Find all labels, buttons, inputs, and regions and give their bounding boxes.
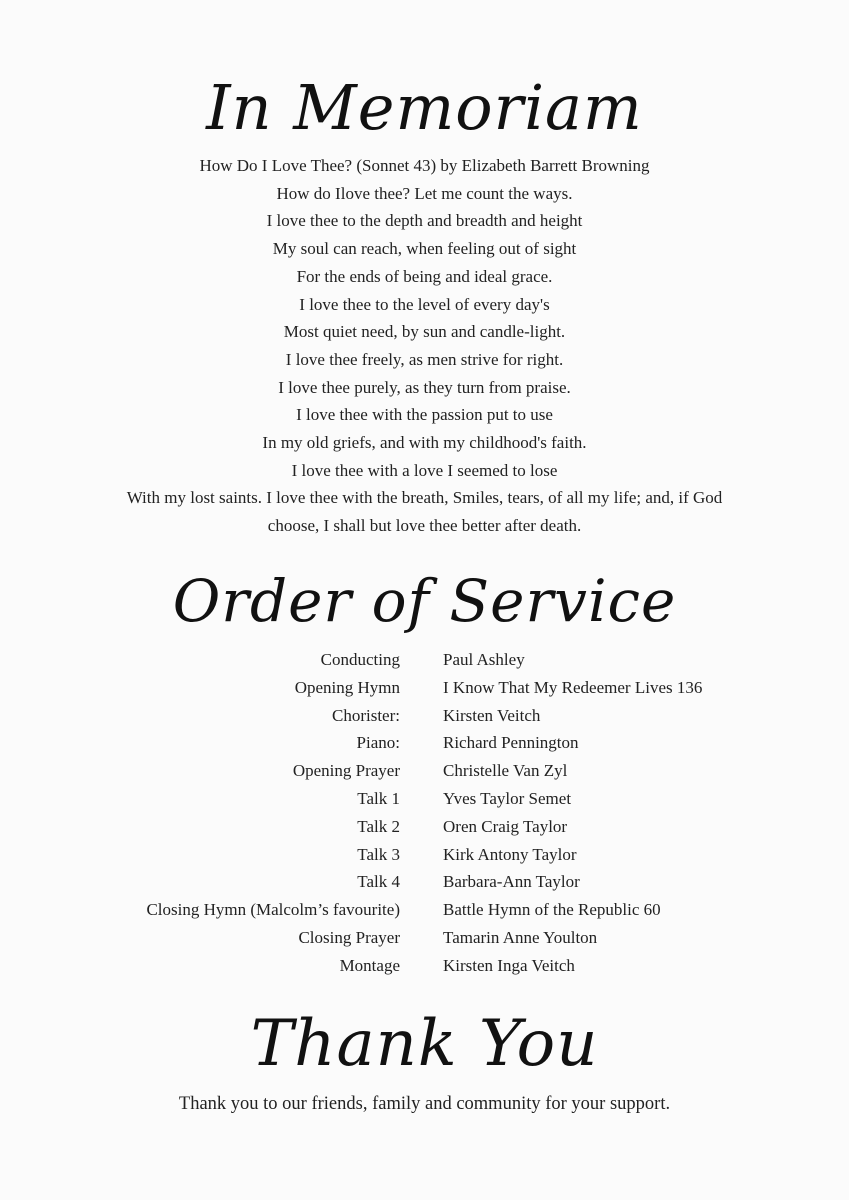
- service-person: Tamarin Anne Youlton: [443, 927, 598, 947]
- order-of-service-list: [0, 646, 849, 980]
- thank-you-heading: Thank You: [250, 1007, 599, 1081]
- service-person: Kirk Antony Taylor: [443, 844, 577, 864]
- service-person: Kirsten Inga Veitch: [443, 955, 575, 975]
- service-person: Christelle Van Zyl: [443, 761, 568, 781]
- service-role: Talk 2: [357, 816, 400, 836]
- service-role: Opening Prayer: [292, 761, 400, 781]
- poem-title-line: How Do I Love Thee? (Sonnet 43) by Elizabeth Barrett Browning: [199, 156, 650, 175]
- poem-line: I love thee to the level of every day's: [299, 294, 550, 314]
- service-row: [0, 924, 849, 952]
- service-role: Montage: [339, 955, 400, 975]
- service-role: Talk 1: [357, 788, 400, 808]
- service-row: [0, 646, 849, 674]
- service-row: [0, 868, 849, 896]
- poem-line: With my lost saints. I love thee with the breath, Smiles, tears, of all my life; and, if God: [126, 488, 723, 508]
- service-person: Yves Taylor Semet: [443, 788, 572, 808]
- service-row: [0, 757, 849, 785]
- service-role: Talk 4: [357, 872, 400, 892]
- service-person: Paul Ashley: [443, 650, 525, 669]
- poem-line: I love thee with the passion put to use: [296, 405, 553, 425]
- poem-line: Most quiet need, by sun and candle-light.: [283, 322, 566, 342]
- poem-line: For the ends of being and ideal grace.: [296, 266, 553, 286]
- service-role: Closing Prayer: [298, 927, 400, 947]
- in-memoriam-heading: In Memoriam: [206, 71, 643, 144]
- poem-line: My soul can reach, when feeling out of sight: [272, 239, 577, 259]
- service-row: [0, 674, 849, 702]
- service-role: Piano:: [356, 733, 400, 753]
- poem-line: In my old griefs, and with my childhood's faith.: [262, 433, 587, 453]
- poem-block: [70, 152, 779, 540]
- poem-line: I love thee purely, as they turn from praise.: [278, 377, 571, 397]
- service-row: [0, 785, 849, 813]
- service-role: Opening Hymn: [294, 677, 400, 697]
- service-role: Conducting: [320, 650, 400, 669]
- poem-line: I love thee with a love I seemed to lose: [291, 460, 558, 480]
- poem-line: choose, I shall but love thee better after death.: [267, 516, 582, 536]
- service-person: Barbara-Ann Taylor: [443, 872, 580, 892]
- service-role: Closing Hymn (Malcolm’s favourite): [146, 900, 400, 920]
- service-person: Oren Craig Taylor: [443, 816, 568, 836]
- service-row: [0, 841, 849, 869]
- service-person: I Know That My Redeemer Lives 136: [443, 677, 703, 697]
- poem-line: How do Ilove thee? Let me count the ways.: [276, 183, 573, 203]
- order-of-service-heading: Order of Service: [172, 567, 677, 635]
- service-person: Battle Hymn of the Republic 60: [443, 900, 661, 920]
- service-row: [0, 896, 849, 924]
- service-person: Kirsten Veitch: [443, 705, 541, 725]
- thank-you-message: Thank you to our friends, family and community for your support.: [178, 1094, 671, 1114]
- poem-line: I love thee to the depth and breadth and height: [266, 211, 583, 231]
- service-row: [0, 952, 849, 980]
- service-row: [0, 813, 849, 841]
- poem-line: I love thee freely, as men strive for right.: [285, 349, 564, 369]
- service-person: Richard Pennington: [443, 733, 579, 753]
- service-row: [0, 702, 849, 730]
- service-role: Chorister:: [332, 705, 400, 725]
- service-role: Talk 3: [357, 844, 400, 864]
- service-row: [0, 729, 849, 757]
